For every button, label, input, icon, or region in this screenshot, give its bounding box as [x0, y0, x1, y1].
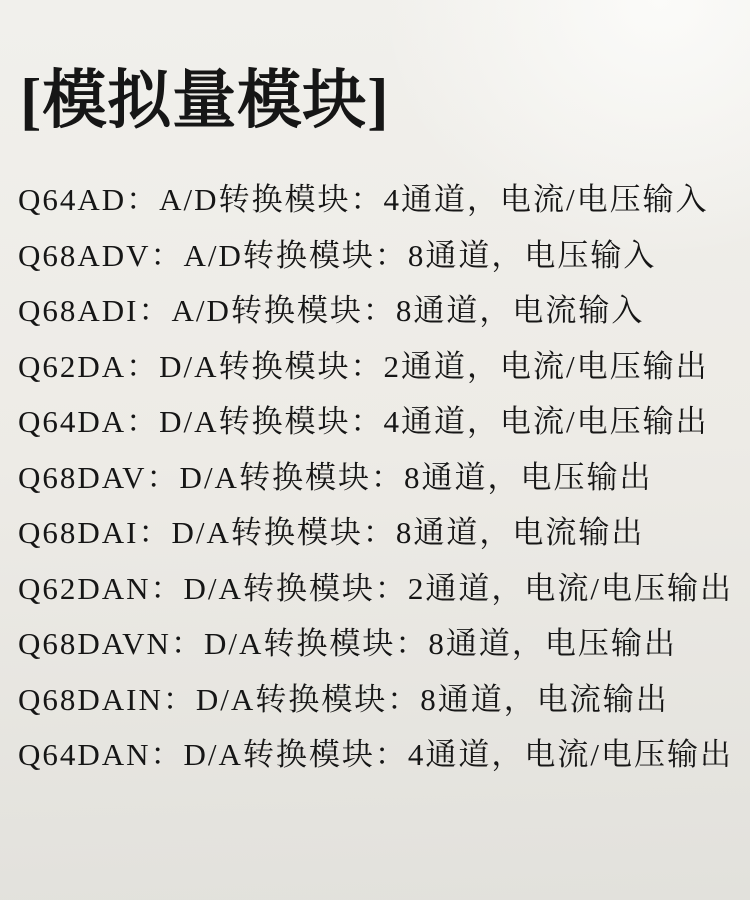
- module-line-q64da: Q64DA：D/A转换模块：4通道，电流/电压输出: [18, 404, 709, 439]
- module-line-q64ad: Q64AD：A/D转换模块：4通道，电流/电压输入: [18, 182, 709, 217]
- module-line-q68adi: Q68ADI：A/D转换模块：8通道，电流输入: [18, 293, 645, 328]
- module-line-q64dan: Q64DAN：D/A转换模块：4通道，电流/电压输出: [18, 737, 734, 772]
- module-line-q68adv: Q68ADV：A/D转换模块：8通道，电压输入: [18, 237, 657, 273]
- module-line-q68davn: Q68DAVN：D/A转换模块：8通道，电压输出: [18, 626, 677, 661]
- module-line-q68dain: Q68DAIN：D/A转换模块：8通道，电流输出: [18, 681, 669, 717]
- module-line-q68dav: Q68DAV：D/A转换模块：8通道，电压输出: [18, 459, 653, 495]
- module-line-q62da: Q62DA：D/A转换模块：2通道，电流/电压输出: [18, 348, 709, 384]
- module-list: [0, 172, 750, 783]
- page-title: [模拟量模块]: [20, 65, 390, 136]
- module-line-q68dai: Q68DAI：D/A转换模块：8通道，电流输出: [18, 515, 645, 550]
- module-line-q62dan: Q62DAN：D/A转换模块：2通道，电流/电压输出: [18, 570, 734, 606]
